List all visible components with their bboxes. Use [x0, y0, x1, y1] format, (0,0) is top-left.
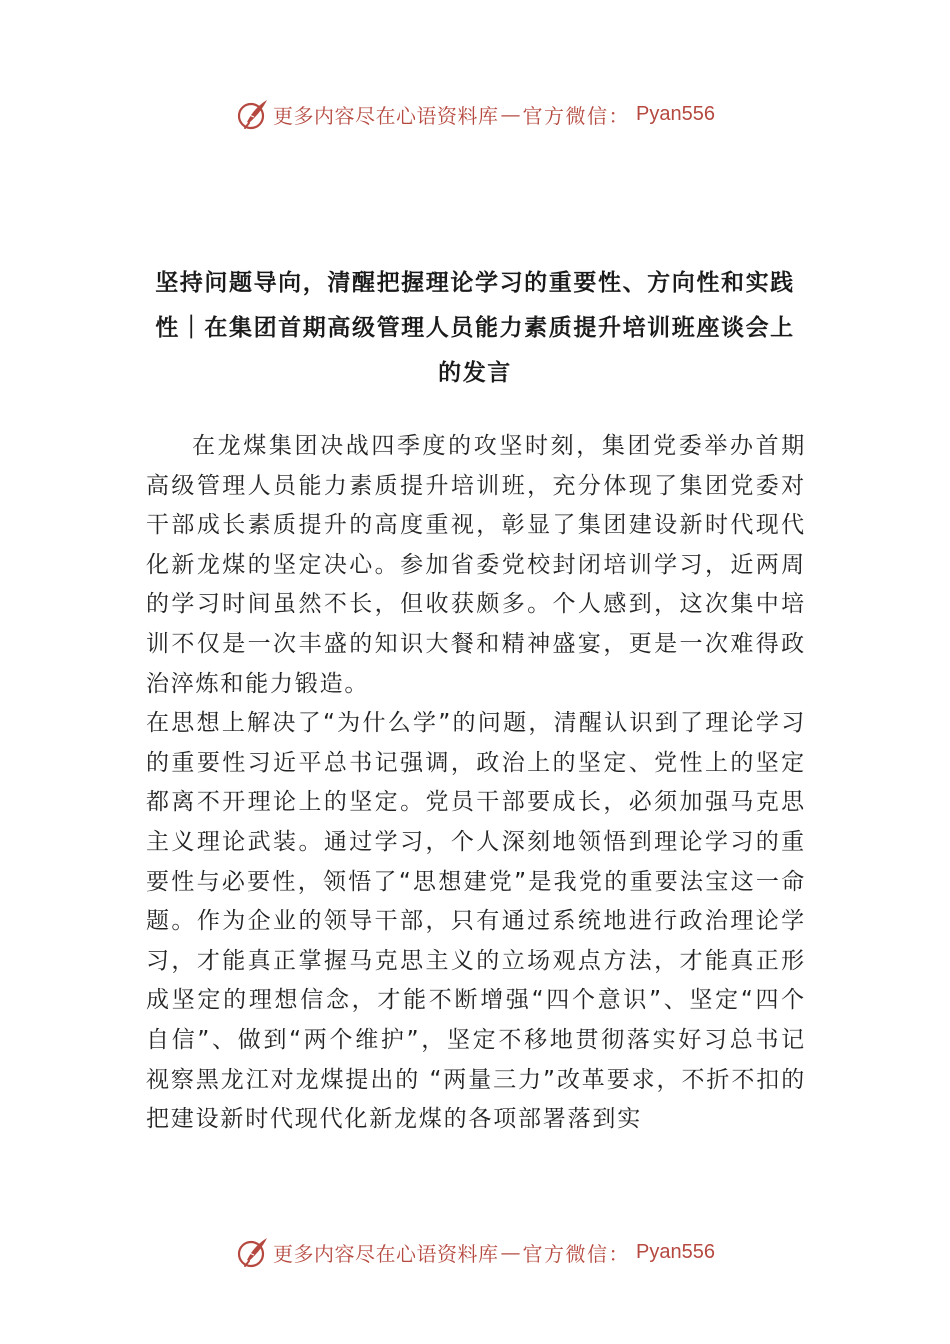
document-body	[146, 427, 806, 1140]
quill-pen-logo-icon	[235, 96, 271, 132]
watermark-wechat-label: 官方微信：	[522, 1241, 631, 1266]
watermark-banner-top	[0, 94, 950, 134]
watermark-separator: —	[500, 1240, 521, 1264]
document-title: 坚持问题导向，清醒把握理论学习的重要性、方向性和实践性｜在集团首期高级管理人员能力素质提升培训班座谈会上的发言	[155, 270, 795, 387]
body-paragraph-1: 在龙煤集团决战四季度的攻坚时刻，集团党委举办首期高级管理人员能力素质提升培训班，充分体现了集团党委对干部成长素质提升的高度重视，彰显了集团建设新时代现代化新龙煤的坚定决心。参加省委党校封闭培训学习，近两周的学习时间虽然不长，但收获颇多。个人感到，这次集中培训不仅是一次丰盛的知识大餐和精神盛宴，更是一次难得政治淬炼和能力锻造。	[146, 433, 806, 697]
watermark-wechat-label: 官方微信：	[522, 103, 631, 128]
quill-pen-logo-icon	[235, 1234, 271, 1270]
watermark-slogan: 更多内容尽在心语资料库	[273, 103, 499, 128]
body-paragraph-2: 在思想上解决了“为什么学”的问题，清醒认识到了理论学习的重要性习近平总书记强调，政治上的坚定、党性上的坚定都离不开理论上的坚定。党员干部要成长，必须加强马克思主义理论武装。通过学习，个人深刻地领悟到理论学习的重要性与必要性，领悟了“思想建党”是我党的重要法宝这一命题。作为企业的领导干部，只有通过系统地进行政治理论学习，才能真正掌握马克思主义的立场观点方法，才能真正形成坚定的理想信念，才能不断增强“四个意识”、坚定“四个自信”、做到“两个维护”，坚定不移地贯彻落实好习总书记视察黑龙江对龙煤提出的 “两量三力”改革要求，不折不扣的把建设新时代现代化新龙煤的各项部署落到实	[146, 710, 806, 1133]
watermark-wechat-id: Pyan556	[636, 1240, 715, 1263]
watermark-banner-bottom	[0, 1232, 950, 1272]
watermark-separator: —	[500, 102, 521, 126]
watermark-wechat-id: Pyan556	[636, 102, 715, 125]
watermark-slogan: 更多内容尽在心语资料库	[273, 1241, 499, 1266]
